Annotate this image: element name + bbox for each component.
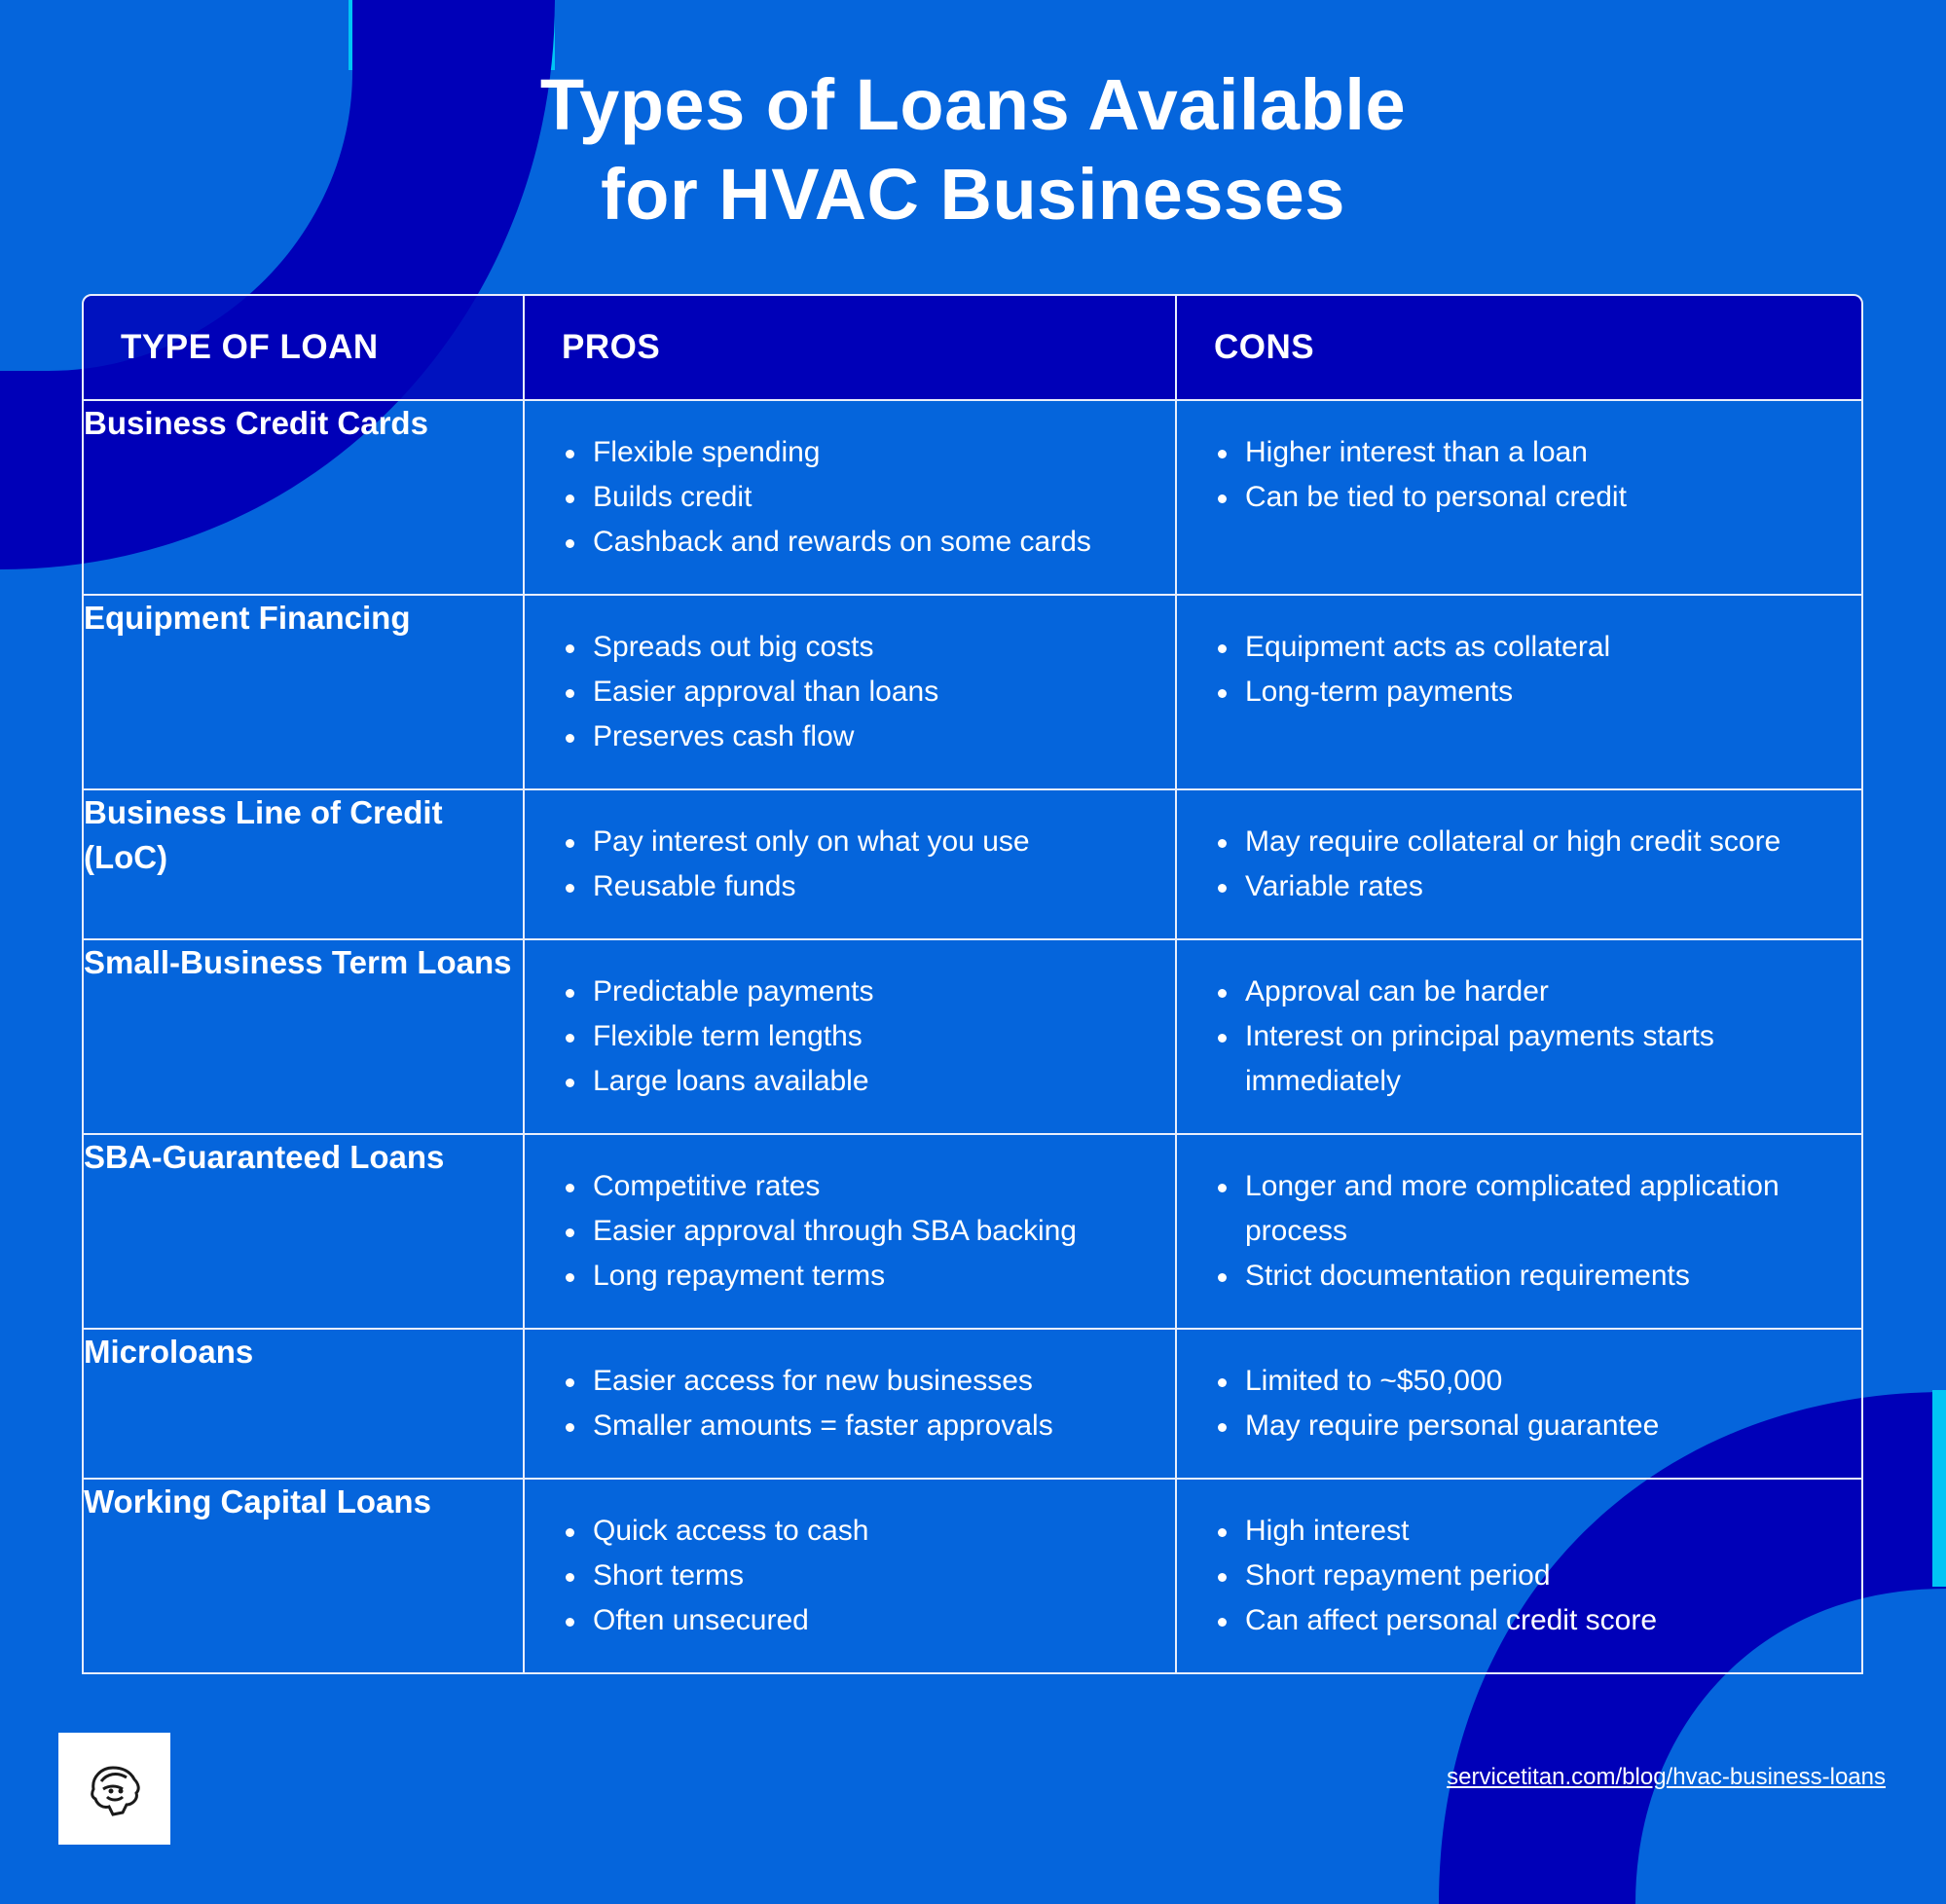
con-item: Can affect personal credit score <box>1218 1598 1852 1643</box>
pro-item: Flexible spending <box>566 430 1165 475</box>
pro-item: Pay interest only on what you use <box>566 820 1165 864</box>
pro-item: Quick access to cash <box>566 1509 1165 1554</box>
con-item: Equipment acts as collateral <box>1218 625 1852 670</box>
pro-item: Cashback and rewards on some cards <box>566 520 1165 565</box>
pro-item: Builds credit <box>566 475 1165 520</box>
table-row <box>82 790 1863 940</box>
cons-cell <box>1177 596 1863 790</box>
pros-cell <box>525 1330 1177 1480</box>
cons-cell <box>1177 790 1863 940</box>
con-item: Longer and more complicated application process <box>1218 1164 1852 1254</box>
cons-cell <box>1177 401 1863 596</box>
header-cons: CONS <box>1177 294 1863 401</box>
pro-item: Reusable funds <box>566 864 1165 909</box>
loan-type-name: Microloans <box>82 1330 525 1480</box>
loan-type-name: Business Credit Cards <box>82 401 525 596</box>
loan-type-name: Business Line of Credit (LoC) <box>82 790 525 940</box>
con-item: Approval can be harder <box>1218 970 1852 1014</box>
con-item: Interest on principal payments starts immediately <box>1218 1014 1852 1104</box>
pros-cell <box>525 596 1177 790</box>
pro-item: Large loans available <box>566 1059 1165 1104</box>
pros-cell <box>525 790 1177 940</box>
con-item: Short repayment period <box>1218 1554 1852 1598</box>
header-pros: PROS <box>525 294 1177 401</box>
con-item: May require personal guarantee <box>1218 1404 1852 1448</box>
header-type-of-loan: TYPE OF LOAN <box>82 294 525 401</box>
page-title <box>0 60 1946 239</box>
table-header-row <box>82 294 1863 401</box>
source-link[interactable]: servicetitan.com/blog/hvac-business-loans <box>1447 1764 1886 1790</box>
pro-item: Preserves cash flow <box>566 714 1165 759</box>
cons-cell <box>1177 1480 1863 1674</box>
con-item: Can be tied to personal credit <box>1218 475 1852 520</box>
cons-cell <box>1177 1135 1863 1330</box>
pros-cell <box>525 1135 1177 1330</box>
title-line-2: for HVAC Businesses <box>601 154 1345 235</box>
loan-type-name: SBA-Guaranteed Loans <box>82 1135 525 1330</box>
pro-item: Flexible term lengths <box>566 1014 1165 1059</box>
table-row <box>82 1330 1863 1480</box>
loan-type-name: Small-Business Term Loans <box>82 940 525 1135</box>
con-item: Higher interest than a loan <box>1218 430 1852 475</box>
cyan-accent-right <box>1932 1390 1946 1587</box>
con-item: High interest <box>1218 1509 1852 1554</box>
pro-item: Easier access for new businesses <box>566 1359 1165 1404</box>
con-item: Limited to ~$50,000 <box>1218 1359 1852 1404</box>
pro-item: Often unsecured <box>566 1598 1165 1643</box>
loan-type-name: Equipment Financing <box>82 596 525 790</box>
pro-item: Short terms <box>566 1554 1165 1598</box>
pro-item: Easier approval through SBA backing <box>566 1209 1165 1254</box>
con-item: Variable rates <box>1218 864 1852 909</box>
table-row <box>82 1480 1863 1674</box>
pro-item: Predictable payments <box>566 970 1165 1014</box>
titan-head-logo-icon <box>58 1733 170 1845</box>
table-row <box>82 596 1863 790</box>
pro-item: Smaller amounts = faster approvals <box>566 1404 1165 1448</box>
pro-item: Spreads out big costs <box>566 625 1165 670</box>
title-line-1: Types of Loans Available <box>539 64 1407 145</box>
loan-comparison-table <box>82 294 1863 1674</box>
table-row <box>82 401 1863 596</box>
con-item: May require collateral or high credit score <box>1218 820 1852 864</box>
loan-type-name: Working Capital Loans <box>82 1480 525 1674</box>
cons-cell <box>1177 1330 1863 1480</box>
pros-cell <box>525 401 1177 596</box>
pros-cell <box>525 1480 1177 1674</box>
pros-cell <box>525 940 1177 1135</box>
pro-item: Easier approval than loans <box>566 670 1165 714</box>
con-item: Long-term payments <box>1218 670 1852 714</box>
cons-cell <box>1177 940 1863 1135</box>
pro-item: Competitive rates <box>566 1164 1165 1209</box>
table-row <box>82 940 1863 1135</box>
con-item: Strict documentation requirements <box>1218 1254 1852 1299</box>
pro-item: Long repayment terms <box>566 1254 1165 1299</box>
table-row <box>82 1135 1863 1330</box>
